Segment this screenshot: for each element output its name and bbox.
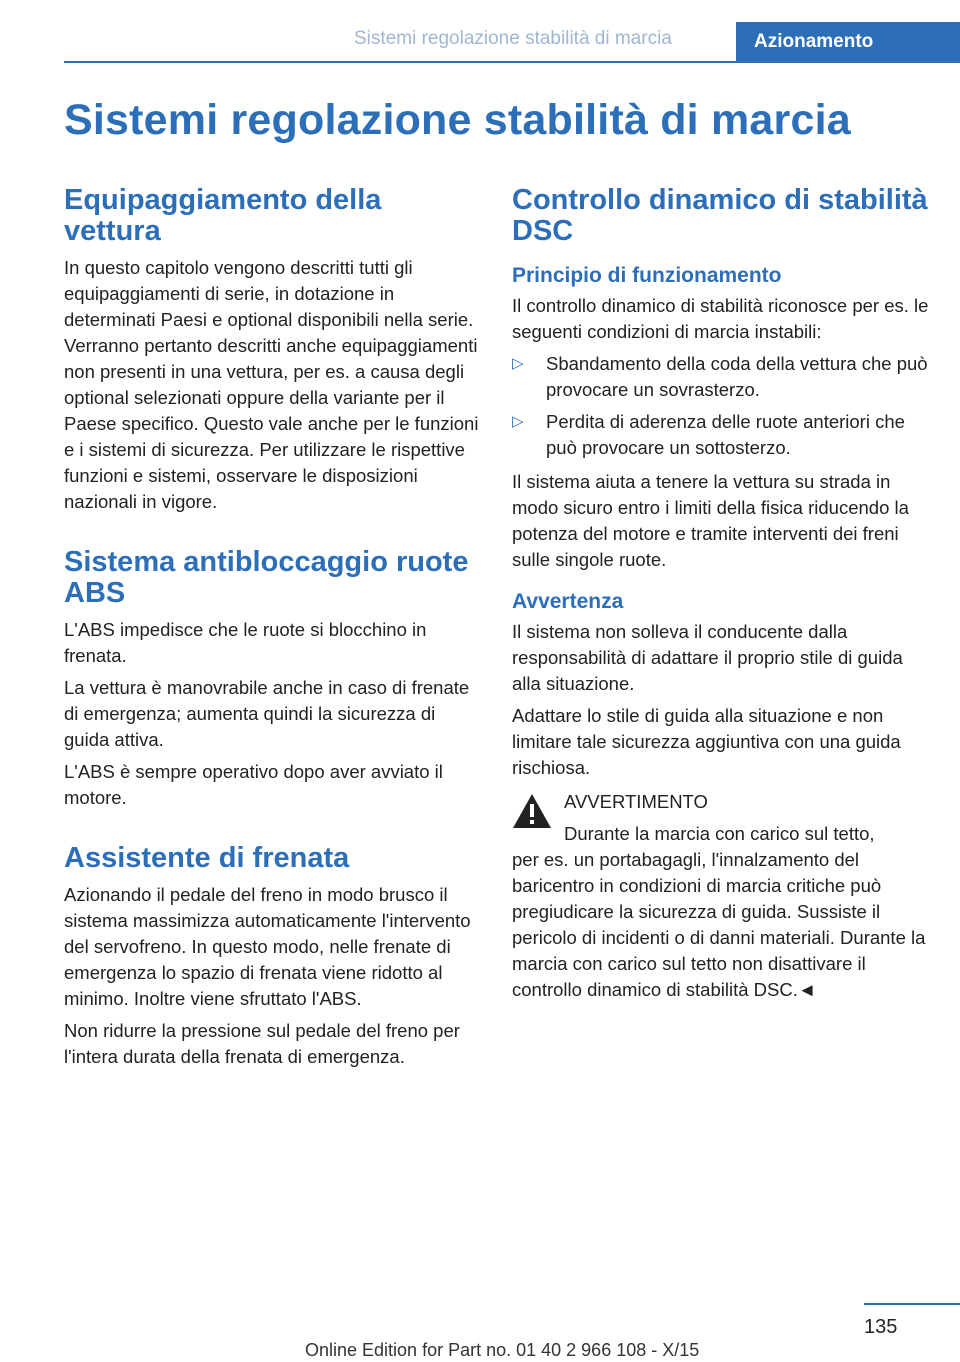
warning-title: AVVERTIMENTO — [564, 791, 708, 812]
warning-lead: Durante la marcia con carico sul tetto, — [564, 823, 875, 844]
warning-body — [512, 821, 932, 1003]
footer-rule — [864, 1303, 960, 1305]
equipment-text: In questo capitolo vengono descritti tutti gli equipaggiamenti di serie, in dotazione in determinati Paesi e optional disponibili nella serie. Verranno pertanto descritti anche equipaggiamenti non presenti in una vettura, per es. a causa degli optional selezionati oppure della variante per il Paese specifico. Questo vale anche per le funzioni e i sistemi di sicurezza. Per utilizzare le rispettive funzioni e sistemi, osservare le disposizioni nazionali in vigore. — [64, 257, 479, 512]
brake-assist-paragraph-1: Azionando il pedale del freno in modo brusco il sistema massimizza automaticamente l'intervento del servofreno. In questo modo, nelle frenate di emergenza lo spazio di frenata viene ridotto al minimo. Inoltre viene sfruttato l'ABS. — [64, 884, 471, 1009]
triangle-bullet-icon: ▷ — [512, 355, 524, 372]
brake-assist-heading: Assistente di frenata — [64, 842, 350, 874]
list-item-text: Sbandamento della coda della vettura che può provocare un sovrasterzo. — [546, 353, 928, 400]
header-chapter-tab: Azionamento — [736, 22, 960, 62]
abs-paragraph-1: L'ABS impedisce che le ruote si blocchino in frenata. — [64, 619, 427, 666]
list-item — [512, 409, 932, 461]
left-column — [64, 185, 482, 1076]
header-section-title: Sistemi regolazione stabilità di marcia — [354, 28, 672, 49]
dsc-heading: Controllo dinamico di stabilità DSC — [512, 184, 928, 247]
principle-text: Il controllo dinamico di stabilità riconosce per es. le seguenti condizioni di marcia instabili: — [512, 295, 929, 342]
header-rule — [64, 61, 960, 63]
warning-text: per es. un portabagagli, l'innalzamento del baricentro in condizioni di marcia critiche può pregiudicare la sicurezza di guida. Sussiste il pericolo di incidenti o di danni materiali. Durante la marcia con carico sul tetto non disattivare il controllo dinamico di stabilità DSC.◄ — [512, 849, 926, 1000]
abs-paragraph-2: La vettura è manovrabile anche in caso di frenate di emergenza; aumenta quindi la sicurezza di guida attiva. — [64, 677, 470, 750]
page-number: 135 — [864, 1316, 898, 1338]
list-item — [512, 351, 932, 403]
abs-heading: Sistema antibloccaggio ruote ABS — [64, 546, 469, 609]
note-paragraph-1: Il sistema non solleva il conducente dalla responsabilità di adattare il proprio stile di guida alla situazione. — [512, 621, 903, 694]
warning-box — [512, 789, 932, 1003]
note-heading: Avvertenza — [512, 590, 624, 613]
principle-heading: Principio di funzionamento — [512, 264, 782, 287]
triangle-bullet-icon: ▷ — [512, 413, 524, 430]
brake-assist-paragraph-2: Non ridurre la pressione sul pedale del freno per l'intera durata della frenata di emergenza. — [64, 1020, 460, 1067]
edition-footer: Online Edition for Part no. 01 40 2 966 108 - X/15 — [305, 1340, 700, 1360]
instability-list — [512, 351, 932, 461]
list-item-text: Perdita di aderenza delle ruote anteriori che può provocare un sottosterzo. — [546, 411, 905, 458]
right-column — [512, 185, 932, 1003]
abs-paragraph-3: L'ABS è sempre operativo dopo aver avviato il motore. — [64, 761, 443, 808]
system-text: Il sistema aiuta a tenere la vettura su strada in modo sicuro entro i limiti della fisica riducendo la potenza del motore e tramite interventi dei freni sulle singole ruote. — [512, 471, 909, 570]
page-title: Sistemi regolazione stabilità di marcia — [64, 96, 851, 144]
note-paragraph-2: Adattare lo stile di guida alla situazione e non limitare tale sicurezza aggiuntiva con una guida rischiosa. — [512, 705, 901, 778]
equipment-heading: Equipaggiamento della vettura — [64, 184, 382, 247]
warning-triangle-icon — [512, 793, 552, 829]
